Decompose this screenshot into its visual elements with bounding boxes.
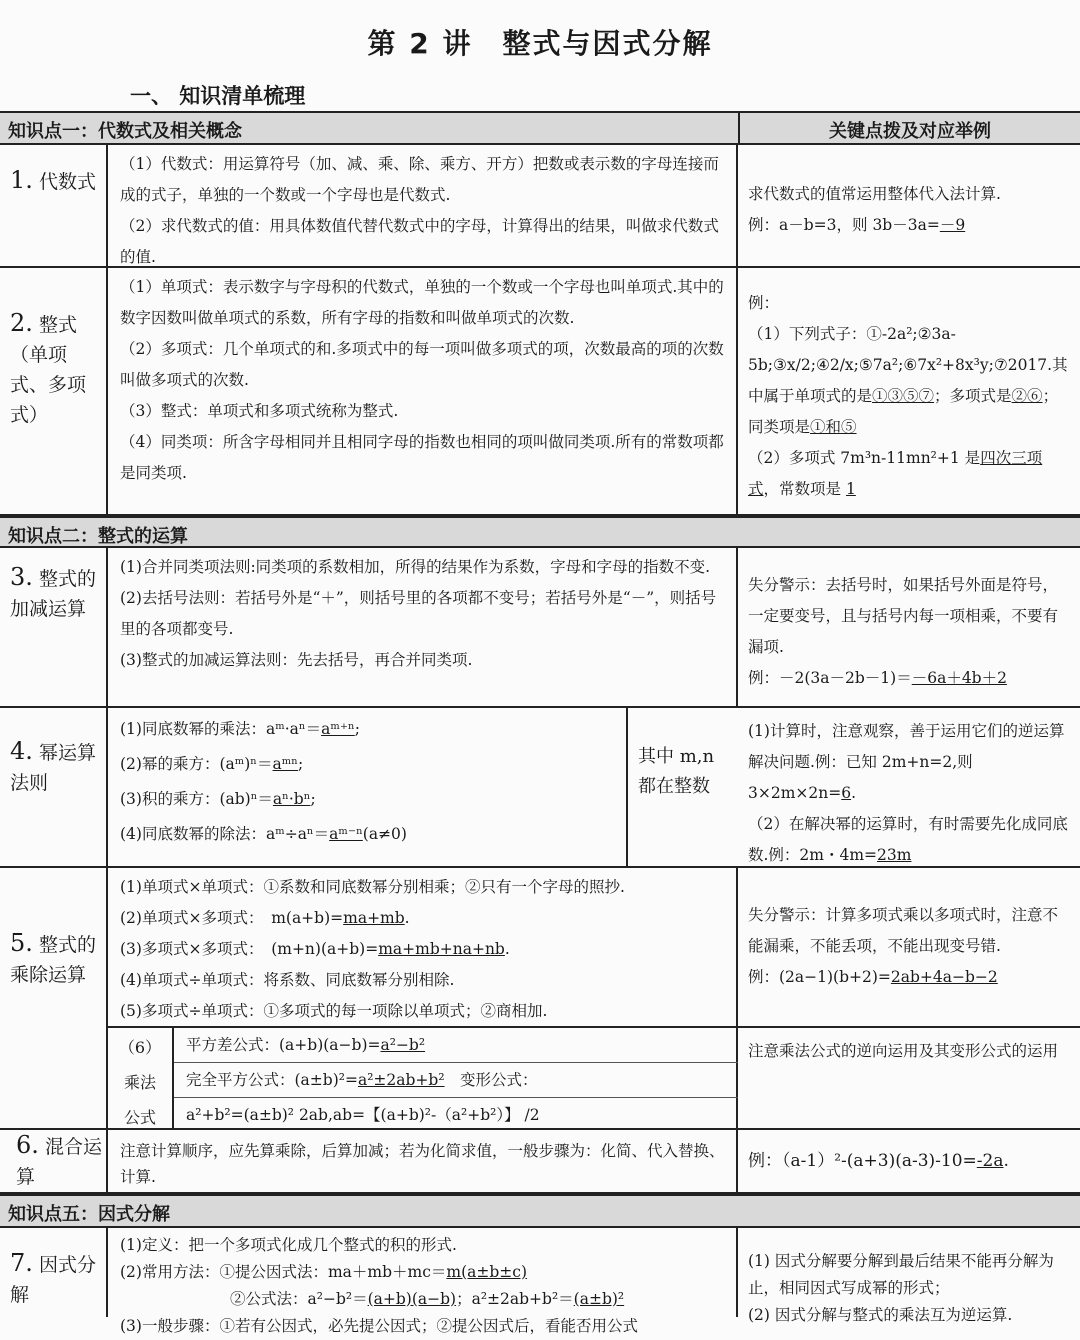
row-name: 整式（单项式、多项式）	[10, 314, 87, 426]
formula-list	[174, 1028, 738, 1132]
row-notes-2	[738, 1026, 1080, 1130]
table-row	[0, 708, 1080, 868]
content-line: （3）整式：单项式和多项式统称为整式.	[120, 402, 399, 420]
row-name: 因式分解	[10, 1254, 96, 1306]
formula-box	[108, 1026, 738, 1130]
note-line: （2）多项式 7m³n-11mn²+1 是四次三项式，常数项是 1	[748, 449, 1043, 498]
section-label: 知识点五：因式分解	[8, 1204, 170, 1225]
note-line: 失分警示：计算多项式乘以多项式时，注意不能漏乘，不能丢项，不能出现变号错.	[748, 906, 1059, 955]
row-content	[108, 145, 738, 266]
content-line: (2)去括号法则：若括号外是“＋”，则括号里的各项都不变号；若括号外是“－”，则括号里的各项都变号.	[120, 589, 717, 638]
row-number: 2.	[10, 309, 33, 337]
content-line: (2)单项式×多项式： m(a+b)=ma+mb.	[120, 909, 410, 927]
row-title	[0, 548, 108, 706]
formula-label: （6） 乘法 公式	[108, 1028, 174, 1130]
side-note: 其中 m,n 都在整数	[626, 708, 738, 866]
note-line: 例：a－b=3，则 3b－3a=－9	[748, 216, 966, 234]
section-header-2	[0, 516, 1080, 548]
table-row	[0, 548, 1080, 708]
table-row	[0, 145, 1080, 268]
row-notes	[738, 548, 1080, 706]
content-line: (2)幂的乘方：(aᵐ)ⁿ＝aᵐⁿ;	[120, 755, 304, 773]
row-title	[0, 708, 108, 866]
content-line: (4)同底数幂的除法：aᵐ÷aⁿ＝aᵐ⁻ⁿ(a≠0)	[120, 825, 407, 843]
row-notes	[738, 868, 1080, 1026]
note-line: 例：	[748, 294, 780, 312]
content-line: (3)整式的加减运算法则：先去括号，再合并同类项.	[120, 651, 473, 669]
content-line: (1)单项式×单项式：①系数和同底数幂分别相乘；②只有一个字母的照抄.	[120, 878, 625, 896]
row-name: 幂运算法则	[10, 742, 96, 794]
note-line: 例：（a-1）²-(a+3)(a-3)-10=-2a.	[748, 1151, 1009, 1171]
row-number: 5.	[10, 929, 33, 957]
content-line: (1)合并同类项法则:同类项的系数相加，所得的结果作为系数，字母和字母的指数不变.	[120, 558, 711, 576]
table-row	[0, 268, 1080, 516]
page-title: 第 2 讲 整式与因式分解	[367, 27, 713, 60]
row-number: 3.	[10, 563, 33, 591]
note-line: (1)计算时，注意观察，善于运用它们的逆运算解决问题.例：已知 2m+n=2,则 3×2m×2n=6.	[748, 722, 1065, 802]
section-heading: 一、 知识清单梳理	[130, 84, 306, 108]
row-content	[108, 1130, 738, 1192]
row-name: 整式的加减运算	[10, 568, 96, 620]
note-line: 例：－2(3a－2b－1)＝－6a＋4b＋2	[748, 669, 1007, 687]
table-row	[0, 868, 1080, 1130]
row-content	[108, 268, 738, 514]
content-line: （2）求代数式的值：用具体数值代替代数式中的字母，计算得出的结果，叫做求代数式的值.	[120, 217, 719, 266]
answer: －9	[939, 216, 966, 234]
content-line: ②公式法：a²−b²＝(a+b)(a−b)；a²±2ab+b²＝(a±b)²	[230, 1290, 625, 1308]
row-number: 4.	[10, 737, 33, 765]
row-number: 7.	[10, 1249, 33, 1277]
content-line: (3)积的乘方：(ab)ⁿ＝aⁿ·bⁿ;	[120, 790, 316, 808]
formula-line: 平方差公式：(a+b)(a−b)=a²−b²	[174, 1028, 738, 1063]
note-line: 例：(2a−1)(b+2)=2ab+4a−b−2	[748, 968, 998, 986]
row-content	[108, 1228, 738, 1335]
row-name: 混合运算	[16, 1136, 102, 1188]
section-header-1	[0, 111, 1080, 145]
row-title	[0, 868, 108, 1128]
content-line: (2)常用方法：①提公因式法：ma＋mb＋mc＝m(a±b±c)	[120, 1263, 528, 1281]
row-title	[0, 145, 108, 266]
content-line: （2）多项式：几个单项式的和.多项式中的每一项叫做多项式的项，次数最高的项的次数叫做多项式的次数.	[120, 340, 724, 389]
row-notes	[738, 1228, 1080, 1324]
section-label: 知识点一：代数式及相关概念	[8, 121, 242, 142]
section-header-5	[0, 1194, 1080, 1228]
row-notes	[738, 708, 1080, 866]
note-line: 注意乘法公式的逆向运用及其变形公式的运用	[748, 1042, 1059, 1060]
table-row	[0, 1130, 1080, 1194]
content-line: (5)多项式÷单项式：①多项式的每一项除以单项式；②商相加.	[120, 1002, 548, 1020]
content-line: （1）单项式：表示数字与字母积的代数式，单独的一个数或一个字母也叫单项式.其中的数字因数叫做单项式的系数，所有字母的指数和叫做单项式的次数.	[120, 278, 724, 327]
row-notes	[738, 1130, 1080, 1192]
row-number: 6.	[16, 1131, 39, 1159]
row-title	[0, 1130, 108, 1192]
content-line: (3)一般步骤：①若有公因式，必先提公因式；②提公因式后，看能否用公式	[120, 1317, 638, 1335]
row-notes	[738, 145, 1080, 266]
content-line: （1）代数式：用运算符号（加、减、乘、除、乘方、开方）把数或表示数的字母连接而成的式子，单独的一个数或一个字母也是代数式.	[120, 155, 719, 204]
content-line: (3)多项式×多项式： (m+n)(a+b)=ma+mb+na+nb.	[120, 940, 510, 958]
row-notes	[738, 268, 1080, 514]
row-name: 代数式	[38, 171, 96, 193]
row-number: 1.	[10, 166, 33, 194]
note-line: 失分警示：去括号时，如果括号外面是符号，一定要变号，且与括号内每一项相乘，不要有漏项.	[748, 576, 1059, 656]
formula-line: a²+b²=(a±b)² 2ab,ab=【(a+b)²-（a²+b²）】 /2	[186, 1106, 540, 1124]
note-line: (2) 因式分解与整式的乘法互为逆运算.	[748, 1306, 1013, 1324]
row-title	[0, 268, 108, 514]
content-line: (1)同底数幂的乘法：aᵐ·aⁿ＝aᵐ⁺ⁿ;	[120, 720, 360, 738]
table-row	[0, 1228, 1080, 1335]
row-content	[108, 548, 738, 706]
note-line: (1) 因式分解要分解到最后结果不能再分解为止，相同因式写成幂的形式；	[748, 1252, 1054, 1297]
content-line: (1)定义：把一个多项式化成几个整式的积的形式.	[120, 1236, 457, 1254]
column-header-right: 关键点拨及对应举例	[738, 113, 1080, 143]
row-name: 整式的乘除运算	[10, 934, 96, 986]
content-line: (4)单项式÷单项式：将系数、同底数幂分别相除.	[120, 971, 455, 989]
note-line: （1）下列式子：①-2a²;②3a-5b;③x/2;④2/x;⑤7a²;⑥7x²+8x³y;⑦2017.其中属于单项式的是①③⑤⑦；多项式是②⑥；同类项是①和⑤	[748, 325, 1068, 436]
content-line: （4）同类项：所含字母相同并且相同字母的指数也相同的项叫做同类项.所有的常数项都是同类项.	[120, 433, 724, 482]
content-line: 注意计算顺序，应先算乘除，后算加减；若为化简求值，一般步骤为：化简、代入替换、计算.	[120, 1142, 725, 1186]
note-line: （2）在解决幂的运算时，有时需要先化成同底数.例：2m・4m=23m	[748, 815, 1068, 864]
row-title	[0, 1228, 108, 1317]
section-label: 知识点二：整式的运算	[8, 526, 188, 547]
note-line: 求代数式的值常运用整体代入法计算.	[748, 185, 1001, 203]
formula-line: 完全平方公式：(a±b)²=a²±2ab+b² 变形公式：	[174, 1063, 738, 1098]
